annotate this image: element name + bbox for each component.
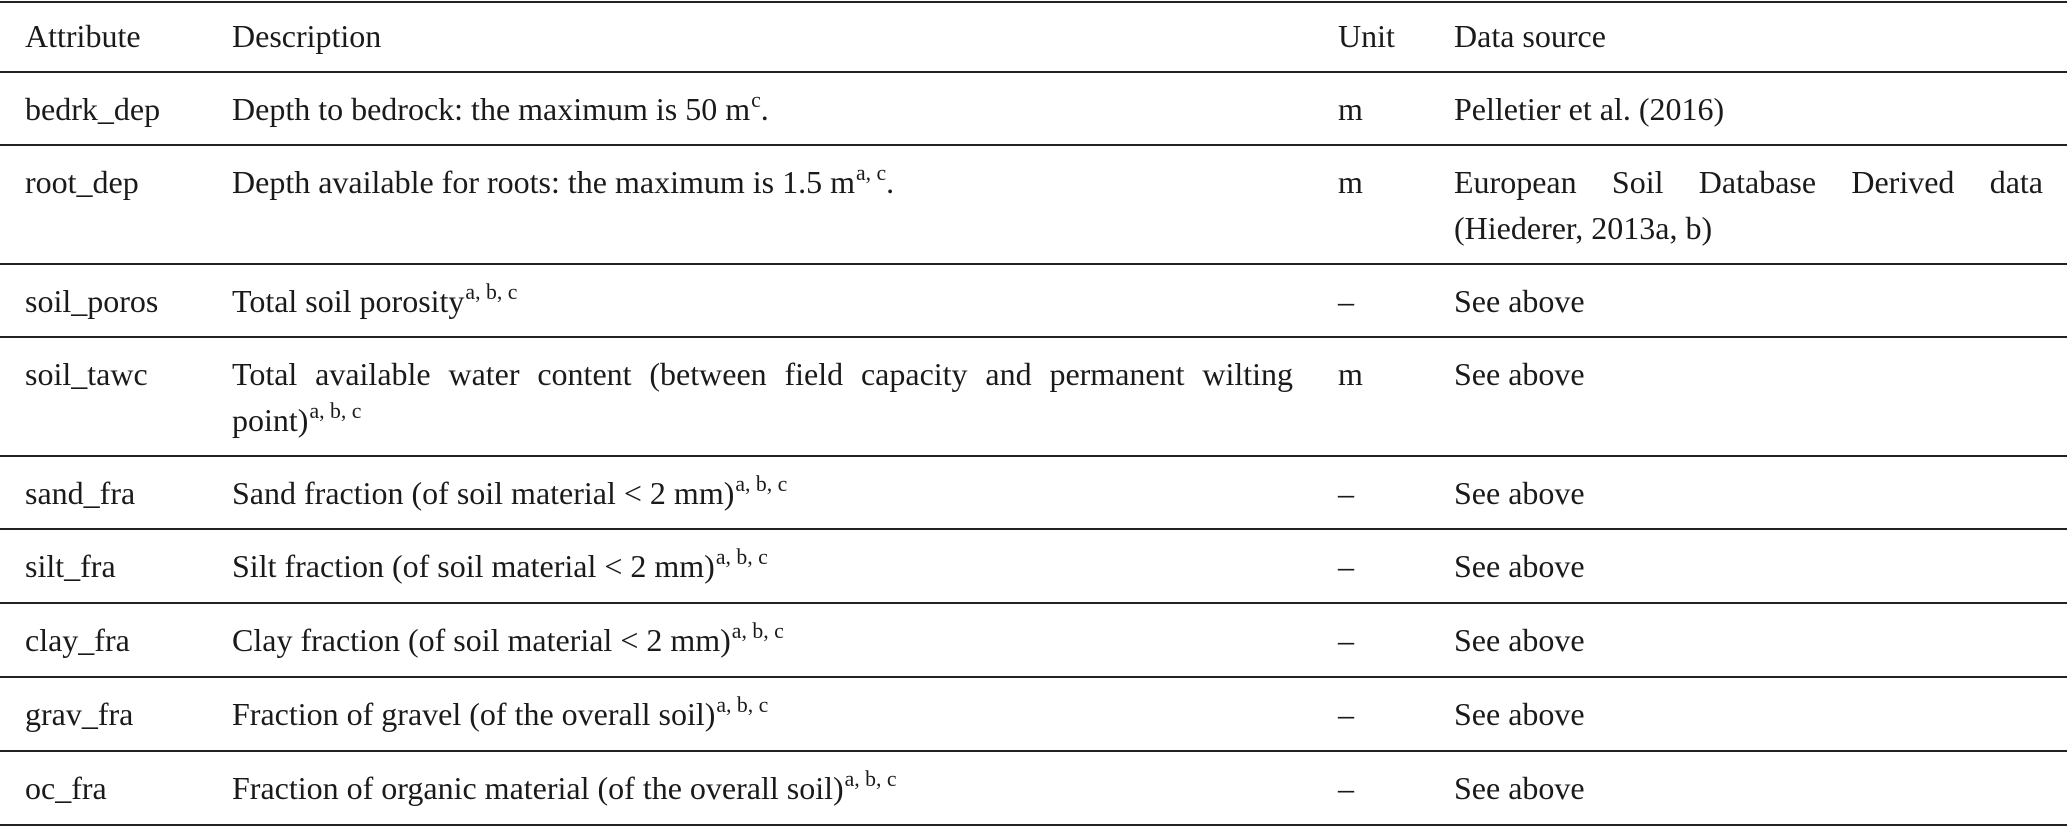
description-text: Depth available for roots: the maximum is 1.5 m bbox=[232, 164, 855, 200]
header-data-source: Data source bbox=[1454, 2, 2067, 72]
table-row bbox=[0, 529, 2067, 603]
unit-cell: – bbox=[1338, 751, 1454, 825]
table-row bbox=[0, 72, 2067, 145]
description-cell bbox=[232, 72, 1338, 145]
data-source-cell: See above bbox=[1454, 456, 2067, 529]
unit-cell: – bbox=[1338, 603, 1454, 677]
description-text: Clay fraction (of soil material < 2 mm) bbox=[232, 622, 731, 658]
unit-cell: m bbox=[1338, 145, 1454, 264]
header-row bbox=[0, 2, 2067, 72]
footnote-marker: a, b, c bbox=[465, 279, 518, 304]
unit-cell: – bbox=[1338, 264, 1454, 337]
description-cell bbox=[232, 264, 1338, 337]
footnote-marker: a, b, c bbox=[844, 766, 897, 791]
footnote-marker: a, b, c bbox=[715, 544, 768, 569]
table-header bbox=[0, 2, 2067, 72]
description-suffix: . bbox=[760, 91, 769, 127]
table-body bbox=[0, 72, 2067, 825]
header-attribute: Attribute bbox=[0, 2, 232, 72]
attribute-cell: root_dep bbox=[0, 145, 232, 264]
description-cell bbox=[232, 751, 1338, 825]
attribute-cell: sand_fra bbox=[0, 456, 232, 529]
attribute-cell: oc_fra bbox=[0, 751, 232, 825]
footnote-marker: a, b, c bbox=[309, 398, 362, 423]
description-text: Fraction of gravel (of the overall soil) bbox=[232, 696, 716, 732]
table-row bbox=[0, 264, 2067, 337]
unit-cell: m bbox=[1338, 72, 1454, 145]
description-text: Silt fraction (of soil material < 2 mm) bbox=[232, 548, 715, 584]
attribute-cell: soil_tawc bbox=[0, 337, 232, 456]
footnote-marker: c bbox=[751, 87, 761, 112]
table-row bbox=[0, 145, 2067, 264]
description-text: Depth to bedrock: the maximum is 50 m bbox=[232, 91, 751, 127]
description-cell bbox=[232, 677, 1338, 751]
unit-cell: m bbox=[1338, 337, 1454, 456]
unit-cell: – bbox=[1338, 677, 1454, 751]
table-row bbox=[0, 751, 2067, 825]
data-source-cell: See above bbox=[1454, 751, 2067, 825]
data-source-cell: European Soil Database Derived data (Hiederer, 2013a, b) bbox=[1454, 145, 2067, 264]
description-text: Total soil porosity bbox=[232, 283, 465, 319]
unit-cell: – bbox=[1338, 529, 1454, 603]
table-row bbox=[0, 677, 2067, 751]
description-cell bbox=[232, 456, 1338, 529]
description-suffix: . bbox=[886, 164, 895, 200]
attribute-cell: soil_poros bbox=[0, 264, 232, 337]
description-cell bbox=[232, 529, 1338, 603]
footnote-marker: a, b, c bbox=[735, 471, 788, 496]
table-row bbox=[0, 456, 2067, 529]
description-text: Fraction of organic material (of the overall soil) bbox=[232, 770, 844, 806]
data-source-cell: See above bbox=[1454, 677, 2067, 751]
description-text: Sand fraction (of soil material < 2 mm) bbox=[232, 475, 735, 511]
header-description: Description bbox=[232, 2, 1338, 72]
data-source-cell: See above bbox=[1454, 337, 2067, 456]
attribute-cell: grav_fra bbox=[0, 677, 232, 751]
description-cell bbox=[232, 337, 1338, 456]
data-source-cell: See above bbox=[1454, 603, 2067, 677]
attribute-cell: silt_fra bbox=[0, 529, 232, 603]
description-cell bbox=[232, 603, 1338, 677]
description-cell bbox=[232, 145, 1338, 264]
soil-attributes-table bbox=[0, 1, 2067, 826]
data-source-cell: See above bbox=[1454, 264, 2067, 337]
table-row bbox=[0, 337, 2067, 456]
description-text: Total available water content (between field capacity and permanent wilting point) bbox=[232, 356, 1293, 438]
attribute-cell: bedrk_dep bbox=[0, 72, 232, 145]
data-source-cell: Pelletier et al. (2016) bbox=[1454, 72, 2067, 145]
unit-cell: – bbox=[1338, 456, 1454, 529]
data-source-cell: See above bbox=[1454, 529, 2067, 603]
table-row bbox=[0, 603, 2067, 677]
footnote-marker: a, c bbox=[855, 160, 887, 185]
attribute-cell: clay_fra bbox=[0, 603, 232, 677]
footnote-marker: a, b, c bbox=[731, 618, 784, 643]
footnote-marker: a, b, c bbox=[716, 692, 769, 717]
header-unit: Unit bbox=[1338, 2, 1454, 72]
